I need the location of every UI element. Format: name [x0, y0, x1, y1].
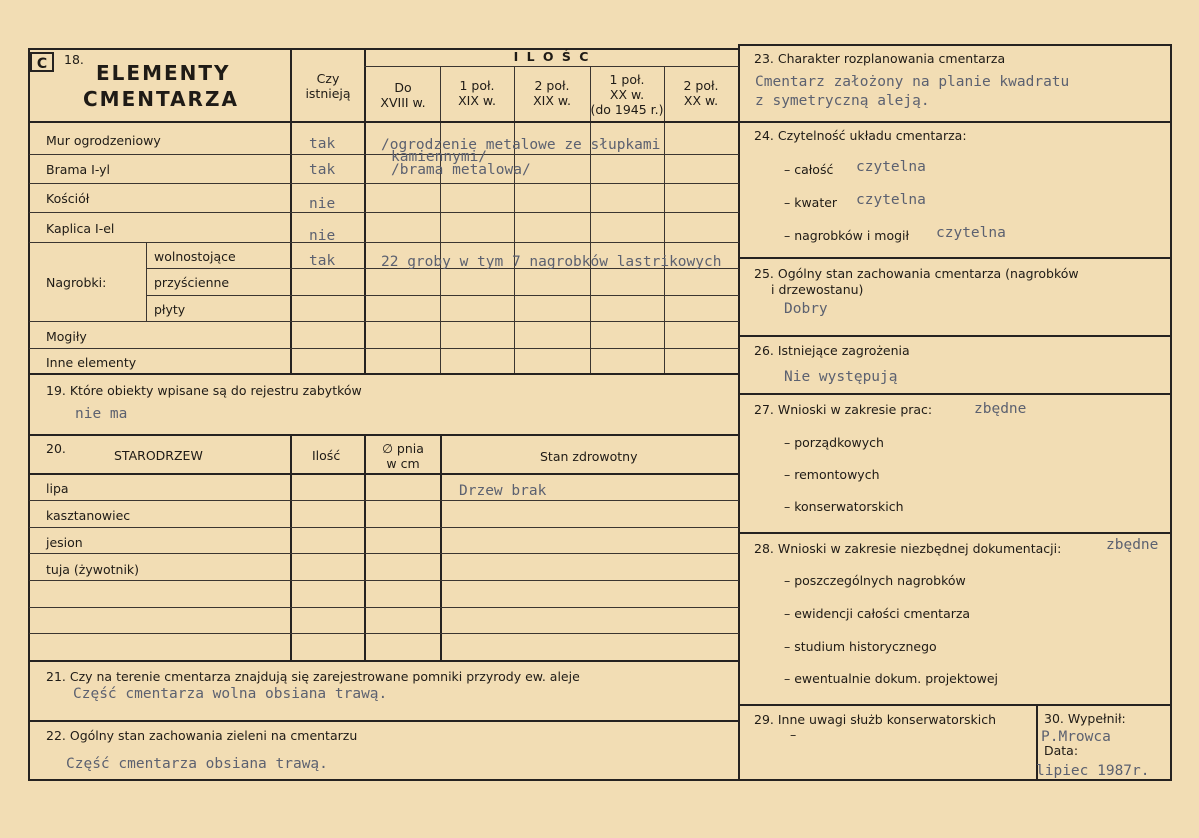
s22-value: Część cmentarza obsiana trawą.: [66, 756, 328, 772]
s18-number: 18.: [64, 52, 84, 67]
s18-nagrobki-freestanding: wolnostojące: [154, 249, 236, 264]
s18-fence-note: /ogrodzenie metalowe ze słupkami: [381, 137, 661, 153]
s23-line2: z symetryczną aleją.: [755, 93, 930, 109]
s18-nagrobki-wall: przyścienne: [154, 275, 230, 290]
s23-label: 23. Charakter rozplanowania cmentarza: [754, 51, 1006, 66]
section-letter-box: C: [30, 52, 54, 72]
s20-col-health: Stan zdrowotny: [540, 449, 638, 464]
s18-period-5: 2 poł. XX w.: [683, 78, 719, 108]
s18-period-1: Do XVIII w.: [380, 80, 426, 110]
s27-item-renovation: – remontowych: [784, 467, 880, 482]
s28-item-history: – studium historycznego: [784, 639, 937, 654]
s18-nagrobki-exists: tak: [309, 253, 336, 269]
s29-label: 29. Inne uwagi służb konserwatorskich: [754, 712, 996, 727]
s27-label: 27. Wnioski w zakresie prac:: [754, 402, 933, 417]
s20-col-qty: Ilość: [312, 448, 341, 463]
s18-graves-note: 22 groby w tym 7 nagrobków lastrikowych: [381, 254, 722, 270]
s19-value: nie ma: [75, 406, 128, 422]
s25-label-2: i drzewostanu): [771, 282, 864, 297]
s26-label: 26. Istniejące zagrożenia: [754, 343, 910, 358]
s30-label: 30. Wypełnił:: [1044, 711, 1126, 726]
s18-row-church: Kościół: [46, 191, 90, 206]
s27-item-conservation: – konserwatorskich: [784, 499, 904, 514]
s18-row-gate: Brama I-yl: [46, 162, 111, 177]
s18-row-wall: Mur ogrodzeniowy: [46, 133, 161, 148]
s18-gate-exists: tak: [309, 162, 336, 178]
s18-title-line2: CMENTARZA: [83, 87, 239, 111]
s22-label: 22. Ogólny stan zachowania zieleni na cmentarzu: [46, 728, 358, 743]
s18-period-4: 1 poł. XX w. (do 1945 r.): [590, 72, 664, 117]
s18-title-line1: ELEMENTY: [96, 61, 231, 85]
s18-row-nagrobki: Nagrobki:: [46, 275, 107, 290]
s20-tree-thuja: tuja (żywotnik): [46, 562, 140, 577]
s25-value: Dobry: [784, 301, 828, 317]
s24-value-quarters: czytelna: [856, 192, 926, 208]
s30-name: P.Mrowca: [1041, 729, 1111, 745]
s18-period-3: 2 poł. XIX w.: [533, 78, 571, 108]
s29-value: –: [790, 727, 797, 742]
s24-item-graves: – nagrobków i mogił: [784, 228, 910, 243]
s18-gate-note: /brama metalowa/: [391, 162, 531, 178]
s23-line1: Cmentarz założony na planie kwadratu: [755, 74, 1070, 90]
s18-chapel-exists: nie: [309, 228, 336, 244]
s26-value: Nie występują: [784, 369, 898, 385]
s30-date-label: Data:: [1044, 743, 1079, 758]
s18-row-other: Inne elementy: [46, 355, 137, 370]
s18-row-chapel: Kaplica I-el: [46, 221, 115, 236]
s18-col-exists: Czy istnieją: [305, 71, 351, 101]
s18-wall-exists: tak: [309, 136, 336, 152]
s24-value-whole: czytelna: [856, 159, 926, 175]
s20-health-note: Drzew brak: [459, 483, 547, 499]
s18-fence-note-2: kamiennymi/: [391, 149, 488, 165]
s18-nagrobki-slabs: płyty: [154, 302, 186, 317]
s28-item-inventory: – ewidencji całości cmentarza: [784, 606, 971, 621]
s25-label-1: 25. Ogólny stan zachowania cmentarza (nagrobków: [754, 266, 1079, 281]
s21-label: 21. Czy na terenie cmentarza znajdują się zarejestrowane pomniki przyrody ew. aleje: [46, 669, 580, 684]
s30-date: lipiec 1987r.: [1036, 763, 1150, 779]
s24-item-quarters: – kwater: [784, 195, 838, 210]
s24-item-whole: – całość: [784, 162, 834, 177]
s24-label: 24. Czytelność układu cmentarza:: [754, 128, 967, 143]
s28-label: 28. Wnioski w zakresie niezbędnej dokumentacji:: [754, 541, 1062, 556]
s28-item-graves: – poszczególnych nagrobków: [784, 573, 966, 588]
s20-tree-chestnut: kasztanowiec: [46, 508, 131, 523]
s18-church-exists: nie: [309, 196, 336, 212]
s18-row-mogily: Mogiły: [46, 329, 87, 344]
s20-title: STARODRZEW: [114, 448, 203, 463]
s24-value-graves: czytelna: [936, 225, 1006, 241]
s27-item-cleaning: – porządkowych: [784, 435, 884, 450]
s27-value: zbędne: [974, 401, 1027, 417]
s19-label: 19. Które obiekty wpisane są do rejestru zabytków: [46, 383, 362, 398]
s18-period-2: 1 poł. XIX w.: [458, 78, 496, 108]
s28-item-design: – ewentualnie dokum. projektowej: [784, 671, 999, 686]
s20-tree-ash: jesion: [46, 535, 83, 550]
s20-col-diam: ∅ pnia w cm: [382, 441, 424, 471]
s20-number: 20.: [46, 441, 66, 456]
s28-value: zbędne: [1106, 537, 1159, 553]
s20-tree-lipa: lipa: [46, 481, 69, 496]
s18-ilosc-header: I L O Ś C: [513, 49, 591, 64]
s21-value: Część cmentarza wolna obsiana trawą.: [73, 686, 388, 702]
